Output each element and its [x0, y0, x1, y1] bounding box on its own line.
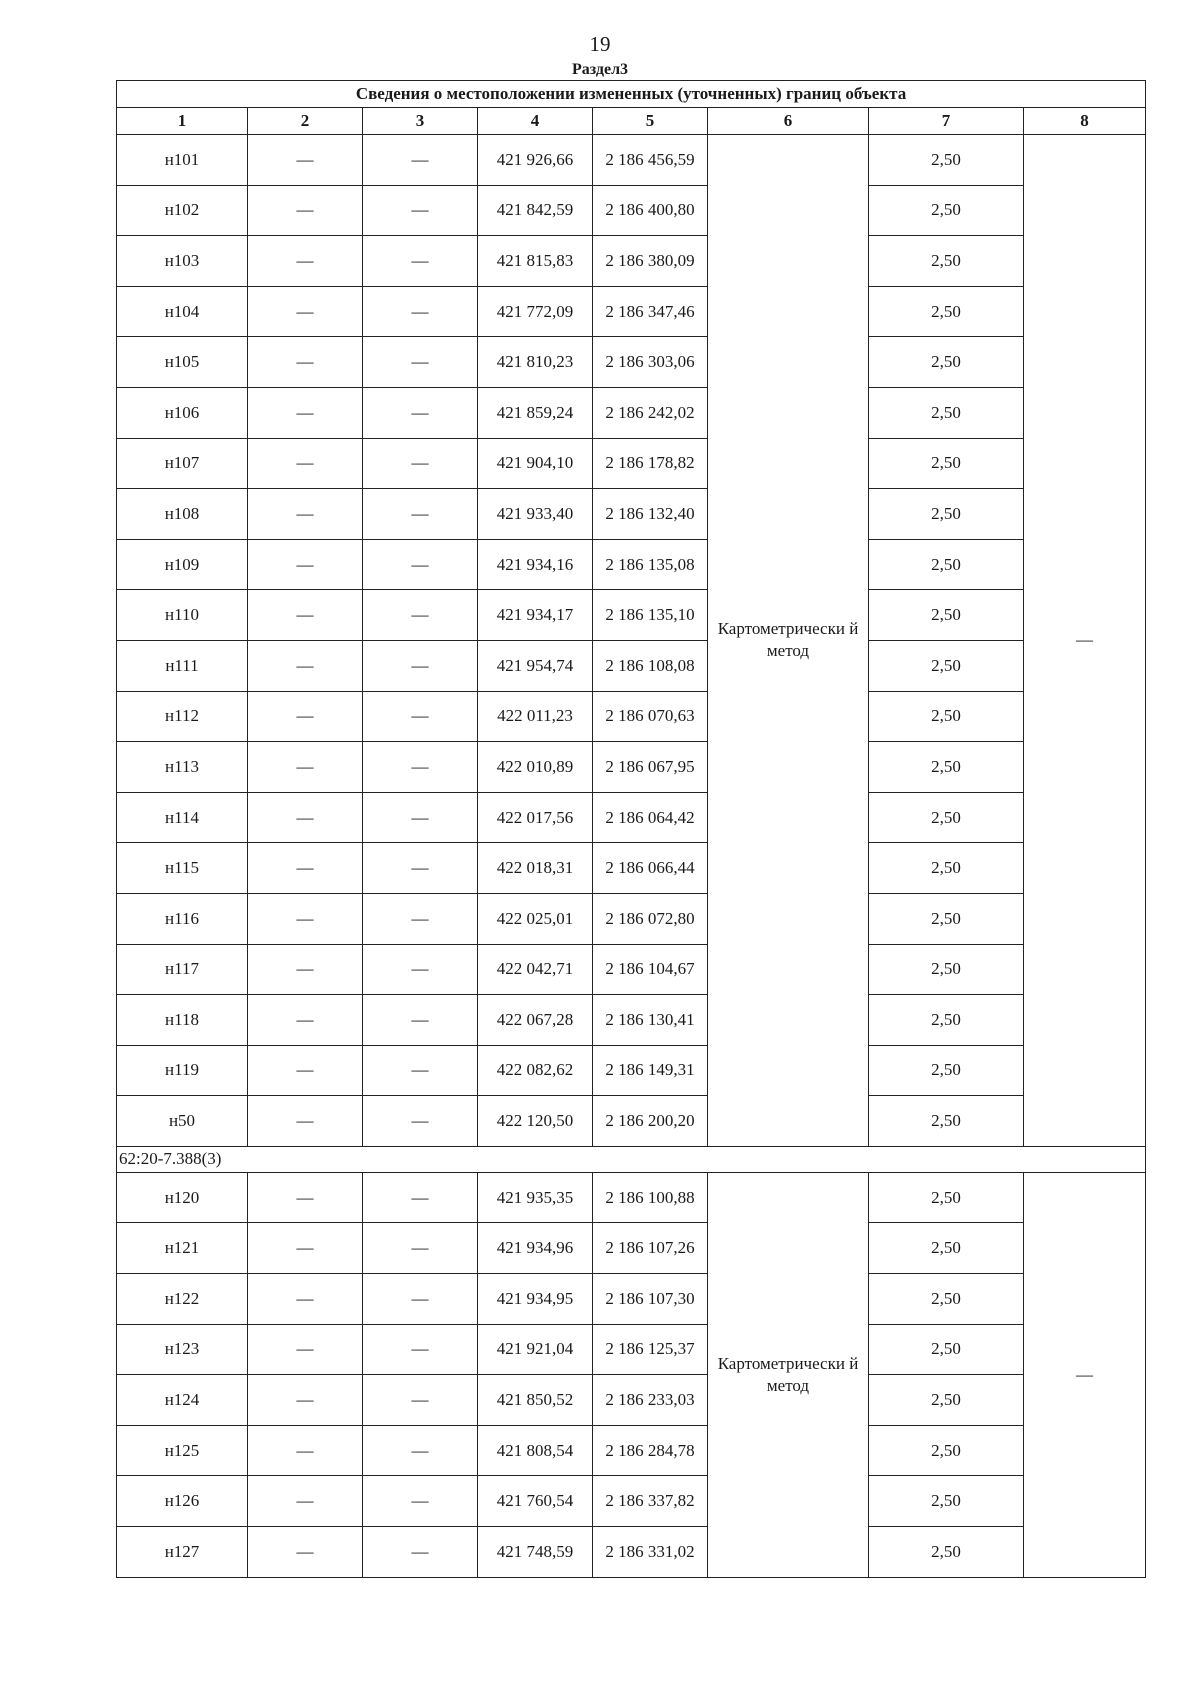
col3-cell: —	[363, 286, 478, 337]
table-row	[117, 1324, 1146, 1375]
col3-cell: —	[363, 236, 478, 287]
col2-cell: —	[248, 1375, 363, 1426]
y-coordinate-cell: 2 186 380,09	[593, 236, 708, 287]
col3-cell: —	[363, 1096, 478, 1147]
y-coordinate-cell: 2 186 284,78	[593, 1425, 708, 1476]
y-coordinate-cell: 2 186 064,42	[593, 792, 708, 843]
x-coordinate-cell: 421 850,52	[478, 1375, 593, 1426]
col3-cell: —	[363, 1324, 478, 1375]
point-name-cell: н112	[117, 691, 248, 742]
y-coordinate-cell: 2 186 200,20	[593, 1096, 708, 1147]
x-coordinate-cell: 421 760,54	[478, 1476, 593, 1527]
col2-cell: —	[248, 185, 363, 236]
point-name-cell: н120	[117, 1172, 248, 1223]
table-caption: Сведения о местоположении измененных (уточненных) границ объекта	[117, 81, 1146, 108]
precision-cell: 2,50	[869, 1096, 1024, 1147]
table-row	[117, 944, 1146, 995]
precision-cell: 2,50	[869, 1274, 1024, 1325]
col2-cell: —	[248, 590, 363, 641]
table-row	[117, 792, 1146, 843]
precision-cell: 2,50	[869, 337, 1024, 388]
col2-cell: —	[248, 1172, 363, 1223]
column-header-5: 5	[593, 108, 708, 135]
table-row	[117, 539, 1146, 590]
x-coordinate-cell: 422 011,23	[478, 691, 593, 742]
col2-cell: —	[248, 438, 363, 489]
precision-cell: 2,50	[869, 1172, 1024, 1223]
x-coordinate-cell: 421 954,74	[478, 640, 593, 691]
precision-cell: 2,50	[869, 539, 1024, 590]
col2-cell: —	[248, 387, 363, 438]
col3-cell: —	[363, 438, 478, 489]
col2-cell: —	[248, 742, 363, 793]
col8-cell: —	[1024, 1172, 1146, 1577]
point-name-cell: н121	[117, 1223, 248, 1274]
table-row	[117, 489, 1146, 540]
table-row	[117, 236, 1146, 287]
point-name-cell: н115	[117, 843, 248, 894]
precision-cell: 2,50	[869, 640, 1024, 691]
col3-cell: —	[363, 1527, 478, 1578]
x-coordinate-cell: 422 010,89	[478, 742, 593, 793]
col2-cell: —	[248, 1274, 363, 1325]
point-name-cell: н105	[117, 337, 248, 388]
col3-cell: —	[363, 1425, 478, 1476]
group-label-row	[117, 1146, 1146, 1172]
col2-cell: —	[248, 1324, 363, 1375]
x-coordinate-cell: 421 934,95	[478, 1274, 593, 1325]
column-header-2: 2	[248, 108, 363, 135]
x-coordinate-cell: 421 926,66	[478, 135, 593, 186]
y-coordinate-cell: 2 186 066,44	[593, 843, 708, 894]
col2-cell: —	[248, 1527, 363, 1578]
col3-cell: —	[363, 1476, 478, 1527]
col3-cell: —	[363, 995, 478, 1046]
y-coordinate-cell: 2 186 107,26	[593, 1223, 708, 1274]
col2-cell: —	[248, 489, 363, 540]
col2-cell: —	[248, 236, 363, 287]
x-coordinate-cell: 422 067,28	[478, 995, 593, 1046]
x-coordinate-cell: 421 815,83	[478, 236, 593, 287]
col3-cell: —	[363, 387, 478, 438]
col2-cell: —	[248, 640, 363, 691]
point-name-cell: н106	[117, 387, 248, 438]
col2-cell: —	[248, 286, 363, 337]
col3-cell: —	[363, 1223, 478, 1274]
table-row	[117, 1425, 1146, 1476]
precision-cell: 2,50	[869, 590, 1024, 641]
table-row	[117, 1476, 1146, 1527]
x-coordinate-cell: 422 017,56	[478, 792, 593, 843]
method-cell: Картометрически й метод	[708, 1172, 869, 1577]
x-coordinate-cell: 422 018,31	[478, 843, 593, 894]
point-name-cell: н50	[117, 1096, 248, 1147]
point-name-cell: н126	[117, 1476, 248, 1527]
col3-cell: —	[363, 1045, 478, 1096]
group-label: 62:20-7.388(3)	[117, 1146, 1146, 1172]
point-name-cell: н113	[117, 742, 248, 793]
point-name-cell: н117	[117, 944, 248, 995]
column-header-3: 3	[363, 108, 478, 135]
y-coordinate-cell: 2 186 108,08	[593, 640, 708, 691]
col3-cell: —	[363, 843, 478, 894]
col2-cell: —	[248, 1096, 363, 1147]
y-coordinate-cell: 2 186 067,95	[593, 742, 708, 793]
col2-cell: —	[248, 792, 363, 843]
precision-cell: 2,50	[869, 944, 1024, 995]
col3-cell: —	[363, 489, 478, 540]
precision-cell: 2,50	[869, 1425, 1024, 1476]
col3-cell: —	[363, 792, 478, 843]
y-coordinate-cell: 2 186 104,67	[593, 944, 708, 995]
x-coordinate-cell: 422 082,62	[478, 1045, 593, 1096]
col2-cell: —	[248, 995, 363, 1046]
table-row	[117, 1172, 1146, 1223]
section-title: Раздел3	[571, 61, 629, 78]
col2-cell: —	[248, 337, 363, 388]
point-name-cell: н103	[117, 236, 248, 287]
col2-cell: —	[248, 1223, 363, 1274]
y-coordinate-cell: 2 186 303,06	[593, 337, 708, 388]
x-coordinate-cell: 421 842,59	[478, 185, 593, 236]
precision-cell: 2,50	[869, 691, 1024, 742]
x-coordinate-cell: 421 810,23	[478, 337, 593, 388]
column-header-1: 1	[117, 108, 248, 135]
col3-cell: —	[363, 742, 478, 793]
point-name-cell: н108	[117, 489, 248, 540]
x-coordinate-cell: 422 120,50	[478, 1096, 593, 1147]
x-coordinate-cell: 421 934,17	[478, 590, 593, 641]
precision-cell: 2,50	[869, 792, 1024, 843]
point-name-cell: н107	[117, 438, 248, 489]
table-row	[117, 286, 1146, 337]
col2-cell: —	[248, 893, 363, 944]
y-coordinate-cell: 2 186 347,46	[593, 286, 708, 337]
y-coordinate-cell: 2 186 107,30	[593, 1274, 708, 1325]
col3-cell: —	[363, 590, 478, 641]
col2-cell: —	[248, 691, 363, 742]
col2-cell: —	[248, 539, 363, 590]
x-coordinate-cell: 421 935,35	[478, 1172, 593, 1223]
table-row	[117, 185, 1146, 236]
table-row	[117, 135, 1146, 186]
col3-cell: —	[363, 185, 478, 236]
table-row	[117, 691, 1146, 742]
table-row	[117, 1045, 1146, 1096]
x-coordinate-cell: 421 934,16	[478, 539, 593, 590]
col3-cell: —	[363, 944, 478, 995]
column-header-8: 8	[1024, 108, 1146, 135]
point-name-cell: н114	[117, 792, 248, 843]
point-name-cell: н111	[117, 640, 248, 691]
point-name-cell: н122	[117, 1274, 248, 1325]
table-row	[117, 1096, 1146, 1147]
table-row	[117, 590, 1146, 641]
method-cell: Картометрически й метод	[708, 135, 869, 1147]
col3-cell: —	[363, 1375, 478, 1426]
x-coordinate-cell: 422 025,01	[478, 893, 593, 944]
y-coordinate-cell: 2 186 233,03	[593, 1375, 708, 1426]
y-coordinate-cell: 2 186 178,82	[593, 438, 708, 489]
table-row	[117, 1223, 1146, 1274]
precision-cell: 2,50	[869, 1045, 1024, 1096]
col3-cell: —	[363, 337, 478, 388]
column-header-7: 7	[869, 108, 1024, 135]
precision-cell: 2,50	[869, 286, 1024, 337]
point-name-cell: н119	[117, 1045, 248, 1096]
precision-cell: 2,50	[869, 489, 1024, 540]
precision-cell: 2,50	[869, 438, 1024, 489]
y-coordinate-cell: 2 186 070,63	[593, 691, 708, 742]
column-header-4: 4	[478, 108, 593, 135]
col3-cell: —	[363, 539, 478, 590]
y-coordinate-cell: 2 186 135,10	[593, 590, 708, 641]
point-name-cell: н125	[117, 1425, 248, 1476]
point-name-cell: н116	[117, 893, 248, 944]
table-row	[117, 1375, 1146, 1426]
col2-cell: —	[248, 944, 363, 995]
col3-cell: —	[363, 1172, 478, 1223]
y-coordinate-cell: 2 186 125,37	[593, 1324, 708, 1375]
precision-cell: 2,50	[869, 995, 1024, 1046]
point-name-cell: н104	[117, 286, 248, 337]
table-row	[117, 1527, 1146, 1578]
point-name-cell: н118	[117, 995, 248, 1046]
x-coordinate-cell: 421 748,59	[478, 1527, 593, 1578]
precision-cell: 2,50	[869, 1476, 1024, 1527]
y-coordinate-cell: 2 186 400,80	[593, 185, 708, 236]
y-coordinate-cell: 2 186 130,41	[593, 995, 708, 1046]
col8-cell: —	[1024, 135, 1146, 1147]
table-row	[117, 438, 1146, 489]
precision-cell: 2,50	[869, 387, 1024, 438]
point-name-cell: н110	[117, 590, 248, 641]
x-coordinate-cell: 421 859,24	[478, 387, 593, 438]
precision-cell: 2,50	[869, 1375, 1024, 1426]
table-row	[117, 995, 1146, 1046]
x-coordinate-cell: 421 921,04	[478, 1324, 593, 1375]
point-name-cell: н109	[117, 539, 248, 590]
point-name-cell: н101	[117, 135, 248, 186]
point-name-cell: н124	[117, 1375, 248, 1426]
col3-cell: —	[363, 135, 478, 186]
x-coordinate-cell: 421 808,54	[478, 1425, 593, 1476]
precision-cell: 2,50	[869, 185, 1024, 236]
col3-cell: —	[363, 893, 478, 944]
table-row	[117, 843, 1146, 894]
page-number: 19	[589, 32, 611, 56]
point-name-cell: н102	[117, 185, 248, 236]
x-coordinate-cell: 421 933,40	[478, 489, 593, 540]
x-coordinate-cell: 421 904,10	[478, 438, 593, 489]
point-name-cell: н123	[117, 1324, 248, 1375]
col2-cell: —	[248, 1425, 363, 1476]
y-coordinate-cell: 2 186 100,88	[593, 1172, 708, 1223]
y-coordinate-cell: 2 186 456,59	[593, 135, 708, 186]
precision-cell: 2,50	[869, 1223, 1024, 1274]
y-coordinate-cell: 2 186 072,80	[593, 893, 708, 944]
col2-cell: —	[248, 843, 363, 894]
table-row	[117, 742, 1146, 793]
col3-cell: —	[363, 691, 478, 742]
y-coordinate-cell: 2 186 132,40	[593, 489, 708, 540]
y-coordinate-cell: 2 186 149,31	[593, 1045, 708, 1096]
col3-cell: —	[363, 1274, 478, 1325]
col3-cell: —	[363, 640, 478, 691]
col2-cell: —	[248, 1476, 363, 1527]
x-coordinate-cell: 422 042,71	[478, 944, 593, 995]
col2-cell: —	[248, 1045, 363, 1096]
table-row	[117, 337, 1146, 388]
point-name-cell: н127	[117, 1527, 248, 1578]
table-row	[117, 893, 1146, 944]
precision-cell: 2,50	[869, 843, 1024, 894]
y-coordinate-cell: 2 186 135,08	[593, 539, 708, 590]
precision-cell: 2,50	[869, 742, 1024, 793]
col2-cell: —	[248, 135, 363, 186]
boundary-coordinates-table	[116, 80, 1146, 1578]
x-coordinate-cell: 421 934,96	[478, 1223, 593, 1274]
table-row	[117, 640, 1146, 691]
x-coordinate-cell: 421 772,09	[478, 286, 593, 337]
y-coordinate-cell: 2 186 331,02	[593, 1527, 708, 1578]
table-row	[117, 387, 1146, 438]
column-header-6: 6	[708, 108, 869, 135]
precision-cell: 2,50	[869, 1324, 1024, 1375]
precision-cell: 2,50	[869, 236, 1024, 287]
precision-cell: 2,50	[869, 1527, 1024, 1578]
table-row	[117, 1274, 1146, 1325]
precision-cell: 2,50	[869, 893, 1024, 944]
y-coordinate-cell: 2 186 337,82	[593, 1476, 708, 1527]
y-coordinate-cell: 2 186 242,02	[593, 387, 708, 438]
precision-cell: 2,50	[869, 135, 1024, 186]
